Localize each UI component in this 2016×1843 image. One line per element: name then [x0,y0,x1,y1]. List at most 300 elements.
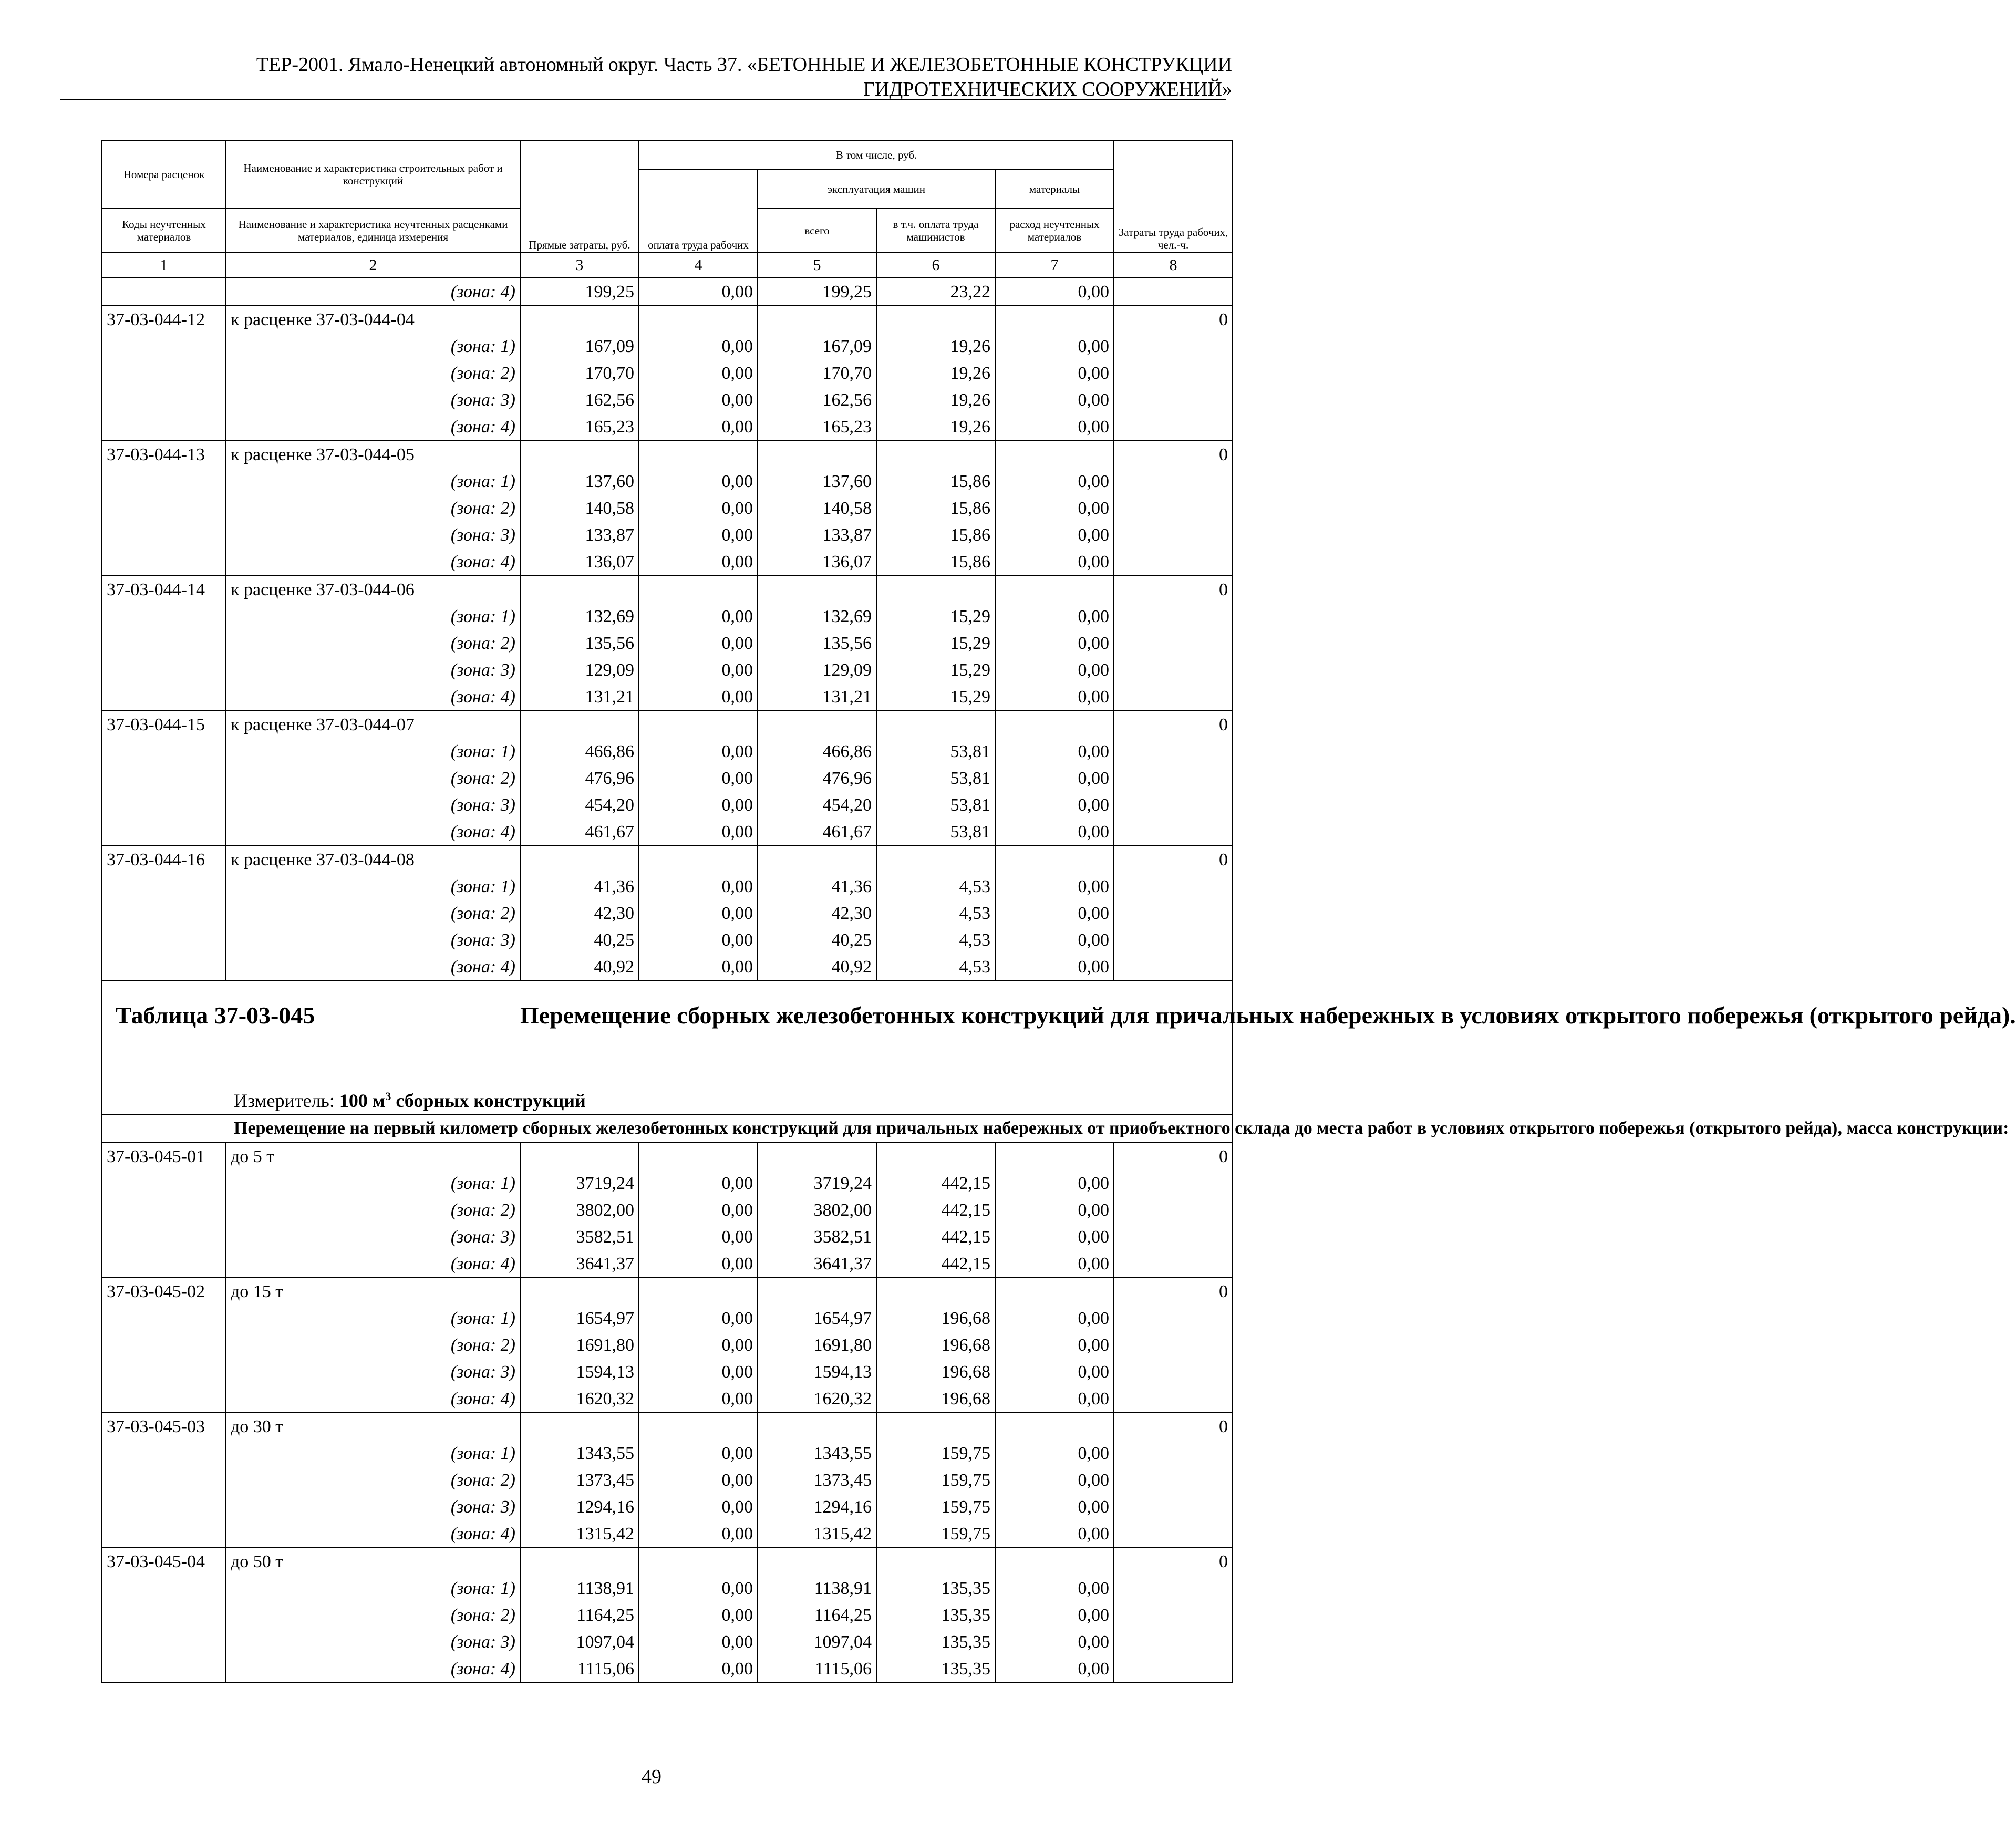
zone-row [102,1655,1233,1683]
materials: 0,00 [995,1575,1114,1602]
empty-cell [758,441,876,468]
machines-total: 466,86 [758,738,876,765]
direct-costs: 137,60 [520,468,639,495]
materials: 0,00 [995,738,1114,765]
empty-cell [520,711,639,738]
labor-hours [1114,738,1233,765]
zone-row [102,1385,1233,1413]
rate-header-row [102,846,1233,873]
machinists-pay: 196,68 [876,1359,995,1385]
zone-row [102,522,1233,548]
rate-name: к расценке 37-03-044-06 [226,576,520,603]
measure-value: 100 м [339,1090,386,1111]
zone-label: (зона: 3) [226,1224,520,1250]
empty-cell [520,306,639,333]
zone-row [102,954,1233,981]
labor-pay: 0,00 [639,1332,758,1359]
machinists-pay: 19,26 [876,387,995,413]
materials: 0,00 [995,819,1114,846]
rate-code [102,603,226,630]
labor-hours [1114,1332,1233,1359]
direct-costs-header: Прямые затраты, руб. [520,140,639,253]
direct-costs: 42,30 [520,900,639,927]
machinists-pay: 53,81 [876,765,995,792]
labor-hours [1114,1250,1233,1278]
measure-sup: 3 [385,1090,391,1103]
labor-hours-header: Затраты труда рабочих, чел.-ч. [1114,140,1233,253]
rate-header-row [102,306,1233,333]
direct-costs: 3582,51 [520,1224,639,1250]
zone-row [102,630,1233,657]
zone-label: (зона: 1) [226,873,520,900]
machines-total: 42,30 [758,900,876,927]
col1-bottom-header: Коды неучтенных материалов [102,209,226,253]
machines-total: 1373,45 [758,1467,876,1494]
machinists-pay: 159,75 [876,1467,995,1494]
labor-hours [1114,278,1233,306]
empty-cell [639,846,758,873]
zone-label: (зона: 1) [226,1575,520,1602]
zone-label: (зона: 2) [226,1332,520,1359]
empty-cell [758,1278,876,1305]
table-title: Перемещение сборных железобетонных конструкций для причальных набережных в условиях открытого побережья (открытого рейда). [520,1002,2016,1029]
rate-code [102,1250,226,1278]
zone-label: (зона: 4) [226,684,520,711]
empty-cell [758,306,876,333]
zone-row [102,548,1233,576]
rate-code: 37-03-044-14 [102,576,226,603]
zone-label: (зона: 1) [226,333,520,360]
labor-pay: 0,00 [639,1467,758,1494]
zone-label: (зона: 4) [226,1520,520,1548]
empty-cell [520,846,639,873]
materials: 0,00 [995,1197,1114,1224]
labor-pay: 0,00 [639,819,758,846]
measure-unit [234,1084,586,1113]
rate-code [102,1467,226,1494]
machinists-pay: 442,15 [876,1197,995,1224]
machines-total: 40,25 [758,927,876,954]
machines-total: 1691,80 [758,1332,876,1359]
materials: 0,00 [995,900,1114,927]
rate-code [102,1385,226,1413]
labor-hours [1114,1494,1233,1520]
rate-code [102,819,226,846]
rate-code: 37-03-044-12 [102,306,226,333]
empty-cell [758,846,876,873]
direct-costs: 1594,13 [520,1359,639,1385]
labor-pay: 0,00 [639,603,758,630]
materials-header: материалы [995,170,1114,209]
direct-costs: 132,69 [520,603,639,630]
machines-total: 40,92 [758,954,876,981]
zone-label: (зона: 3) [226,657,520,684]
empty-cell [758,711,876,738]
zone-row [102,819,1233,846]
zone-row [102,413,1233,441]
rate-name: к расценке 37-03-044-08 [226,846,520,873]
empty-cell [639,576,758,603]
materials: 0,00 [995,954,1114,981]
machines-total: 1164,25 [758,1602,876,1629]
zone-label: (зона: 3) [226,927,520,954]
column-number: 4 [639,253,758,278]
empty-cell [995,576,1114,603]
zone-row [102,333,1233,360]
materials: 0,00 [995,1332,1114,1359]
labor-hours [1114,1359,1233,1385]
machines-total: 129,09 [758,657,876,684]
machines-total: 132,69 [758,603,876,630]
machinists-pay: 135,35 [876,1575,995,1602]
zone-row [102,1575,1233,1602]
zone-row [102,927,1233,954]
direct-costs: 466,86 [520,738,639,765]
rate-code [102,900,226,927]
rate-code [102,1224,226,1250]
zone-label: (зона: 4) [226,1385,520,1413]
empty-cell [639,1143,758,1170]
machinists-pay: 4,53 [876,873,995,900]
zone-label: (зона: 3) [226,792,520,819]
section-description: Перемещение на первый километр сборных железобетонных конструкций для причальных набережных от приобъектного склада до места работ в условиях открытого побережья (открытого рейда), масса конструкции: [234,1119,2009,1138]
materials: 0,00 [995,1494,1114,1520]
column-number: 7 [995,253,1114,278]
direct-costs: 1097,04 [520,1629,639,1655]
empty-cell [876,1278,995,1305]
machinists-pay: 135,35 [876,1602,995,1629]
direct-costs: 461,67 [520,819,639,846]
zone-row [102,792,1233,819]
labor-pay: 0,00 [639,413,758,441]
machinists-pay: 15,29 [876,603,995,630]
zone-label: (зона: 3) [226,387,520,413]
rate-name: к расценке 37-03-044-07 [226,711,520,738]
labor-pay: 0,00 [639,278,758,306]
zone-label: (зона: 4) [226,278,520,306]
machines-total: 131,21 [758,684,876,711]
materials: 0,00 [995,603,1114,630]
machines-total: 3582,51 [758,1224,876,1250]
machinists-pay: 15,86 [876,495,995,522]
zone-label: (зона: 4) [226,548,520,576]
machinists-pay: 159,75 [876,1494,995,1520]
rate-code: 37-03-045-04 [102,1548,226,1575]
labor-hours [1114,1467,1233,1494]
labor-pay: 0,00 [639,1359,758,1385]
direct-costs: 165,23 [520,413,639,441]
machines-total: 1294,16 [758,1494,876,1520]
labor-pay: 0,00 [639,522,758,548]
machines-total: 41,36 [758,873,876,900]
labor-hours: 0 [1114,1143,1233,1170]
materials: 0,00 [995,1170,1114,1197]
zone-row [102,873,1233,900]
labor-hours [1114,522,1233,548]
rate-code [102,657,226,684]
zone-row [102,468,1233,495]
zone-row [102,495,1233,522]
machines-total: 3802,00 [758,1197,876,1224]
machines-total: 3719,24 [758,1170,876,1197]
column-number: 6 [876,253,995,278]
zone-label: (зона: 3) [226,1494,520,1520]
rate-header-row [102,1143,1233,1170]
labor-hours [1114,684,1233,711]
direct-costs: 1373,45 [520,1467,639,1494]
rate-code [102,1655,226,1683]
labor-pay: 0,00 [639,1520,758,1548]
zone-row [102,1170,1233,1197]
materials: 0,00 [995,468,1114,495]
table-row [102,278,1233,306]
direct-costs: 135,56 [520,630,639,657]
machines-total: 170,70 [758,360,876,387]
rate-code [102,1575,226,1602]
zone-label: (зона: 3) [226,522,520,548]
materials: 0,00 [995,1385,1114,1413]
machines-total-header: всего [758,209,876,253]
labor-pay: 0,00 [639,927,758,954]
page-number: 49 [642,1766,661,1788]
labor-hours [1114,1197,1233,1224]
labor-pay: 0,00 [639,1170,758,1197]
labor-pay: 0,00 [639,1250,758,1278]
empty-cell [876,1548,995,1575]
labor-hours [1114,765,1233,792]
labor-hours [1114,413,1233,441]
machinists-pay: 4,53 [876,900,995,927]
labor-pay: 0,00 [639,495,758,522]
running-header-line2: ГИДРОТЕХНИЧЕСКИХ СООРУЖЕНИЙ» [863,78,1232,100]
rate-header-row [102,711,1233,738]
measure-label: Измеритель: [234,1090,335,1111]
zone-label: (зона: 3) [226,1359,520,1385]
empty-cell [639,711,758,738]
empty-cell [995,1548,1114,1575]
rate-code [102,630,226,657]
zone-row [102,738,1233,765]
empty-cell [876,1413,995,1440]
rate-name: до 5 т [226,1143,520,1170]
rate-header-row [102,576,1233,603]
labor-hours [1114,1629,1233,1655]
materials: 0,00 [995,657,1114,684]
direct-costs: 40,92 [520,954,639,981]
labor-pay: 0,00 [639,1655,758,1683]
zone-row [102,1224,1233,1250]
machines-header: эксплуатация машин [758,170,995,209]
machines-total: 165,23 [758,413,876,441]
column-number: 5 [758,253,876,278]
labor-hours: 0 [1114,1413,1233,1440]
machinists-pay: 19,26 [876,333,995,360]
zone-row [102,1332,1233,1359]
direct-costs: 140,58 [520,495,639,522]
machines-total: 461,67 [758,819,876,846]
direct-costs: 1343,55 [520,1440,639,1467]
rate-code [102,468,226,495]
materials: 0,00 [995,1655,1114,1683]
materials: 0,00 [995,278,1114,306]
machinists-pay: 159,75 [876,1440,995,1467]
column-number: 2 [226,253,520,278]
running-header [256,53,1232,102]
machines-total: 476,96 [758,765,876,792]
zone-label: (зона: 4) [226,413,520,441]
materials: 0,00 [995,1629,1114,1655]
empty-cell [995,1278,1114,1305]
col2-top-header: Наименование и характеристика строительных работ и конструкций [226,140,520,209]
labor-hours [1114,1520,1233,1548]
zone-label: (зона: 4) [226,954,520,981]
empty-cell [876,441,995,468]
direct-costs: 3802,00 [520,1197,639,1224]
rate-header-row [102,1413,1233,1440]
machinists-pay: 23,22 [876,278,995,306]
direct-costs: 162,56 [520,387,639,413]
table-045-heading [102,981,2016,1143]
machines-total: 1343,55 [758,1440,876,1467]
labor-hours [1114,1655,1233,1683]
zone-row [102,1629,1233,1655]
materials: 0,00 [995,495,1114,522]
empty-cell [876,846,995,873]
zone-label: (зона: 1) [226,1170,520,1197]
empty-cell [876,1143,995,1170]
zone-row [102,1250,1233,1278]
machinists-pay: 53,81 [876,738,995,765]
unaccounted-materials-header: расход неучтенных материалов [995,209,1114,253]
zone-row [102,1305,1233,1332]
labor-pay: 0,00 [639,900,758,927]
rate-code: 37-03-044-13 [102,441,226,468]
machinists-pay: 135,35 [876,1629,995,1655]
rate-code [102,684,226,711]
zone-label: (зона: 2) [226,765,520,792]
rate-code [102,278,226,306]
zone-label: (зона: 1) [226,1440,520,1467]
zone-row [102,765,1233,792]
machines-total: 1138,91 [758,1575,876,1602]
direct-costs: 40,25 [520,927,639,954]
labor-hours [1114,954,1233,981]
machinists-pay: 15,86 [876,548,995,576]
table-header [102,140,1233,278]
machinists-pay: 196,68 [876,1305,995,1332]
rate-code [102,522,226,548]
rate-code [102,1520,226,1548]
machines-total: 454,20 [758,792,876,819]
materials: 0,00 [995,1224,1114,1250]
labor-hours [1114,1170,1233,1197]
materials: 0,00 [995,360,1114,387]
materials: 0,00 [995,548,1114,576]
rate-code [102,1359,226,1385]
zone-row [102,1520,1233,1548]
materials: 0,00 [995,765,1114,792]
labor-hours: 0 [1114,576,1233,603]
machines-total: 140,58 [758,495,876,522]
zone-row [102,360,1233,387]
rate-code [102,765,226,792]
machinists-pay: 442,15 [876,1224,995,1250]
rate-code: 37-03-045-01 [102,1143,226,1170]
materials: 0,00 [995,413,1114,441]
rates-table [101,140,2016,1683]
rate-name: к расценке 37-03-044-04 [226,306,520,333]
direct-costs: 1654,97 [520,1305,639,1332]
labor-pay: 0,00 [639,765,758,792]
empty-cell [876,306,995,333]
materials: 0,00 [995,1440,1114,1467]
direct-costs: 454,20 [520,792,639,819]
labor-hours [1114,1224,1233,1250]
labor-hours [1114,333,1233,360]
labor-pay: 0,00 [639,333,758,360]
materials: 0,00 [995,1359,1114,1385]
labor-hours [1114,927,1233,954]
zone-label: (зона: 4) [226,1250,520,1278]
zone-label: (зона: 2) [226,1602,520,1629]
empty-cell [876,576,995,603]
labor-hours [1114,603,1233,630]
machinists-pay: 135,35 [876,1655,995,1683]
empty-cell [639,306,758,333]
direct-costs: 136,07 [520,548,639,576]
labor-hours: 0 [1114,846,1233,873]
header-rule [60,99,1226,100]
machinists-pay: 159,75 [876,1520,995,1548]
zone-row [102,603,1233,630]
table-body-044 [102,278,1233,981]
empty-cell [520,1143,639,1170]
labor-hours [1114,792,1233,819]
rate-code [102,360,226,387]
machines-total: 1097,04 [758,1629,876,1655]
direct-costs: 1138,91 [520,1575,639,1602]
labor-pay: 0,00 [639,1224,758,1250]
rate-code [102,1440,226,1467]
machinists-pay: 15,29 [876,684,995,711]
labor-hours [1114,387,1233,413]
labor-hours [1114,1305,1233,1332]
column-number: 1 [102,253,226,278]
rate-code [102,1170,226,1197]
labor-hours [1114,548,1233,576]
labor-hours: 0 [1114,441,1233,468]
rate-code [102,873,226,900]
direct-costs: 41,36 [520,873,639,900]
column-number: 8 [1114,253,1233,278]
zone-label: (зона: 4) [226,819,520,846]
labor-pay: 0,00 [639,387,758,413]
machinists-pay: 15,86 [876,468,995,495]
materials: 0,00 [995,387,1114,413]
rate-name: до 30 т [226,1413,520,1440]
machinists-pay: 19,26 [876,413,995,441]
column-number: 3 [520,253,639,278]
rate-code: 37-03-044-15 [102,711,226,738]
machinists-pay: 53,81 [876,819,995,846]
rate-code [102,548,226,576]
empty-cell [758,1413,876,1440]
labor-pay: 0,00 [639,954,758,981]
rate-code [102,1602,226,1629]
table-body-045 [102,1143,1233,1683]
labor-pay-header: оплата труда рабочих [639,170,758,253]
zone-row [102,1467,1233,1494]
